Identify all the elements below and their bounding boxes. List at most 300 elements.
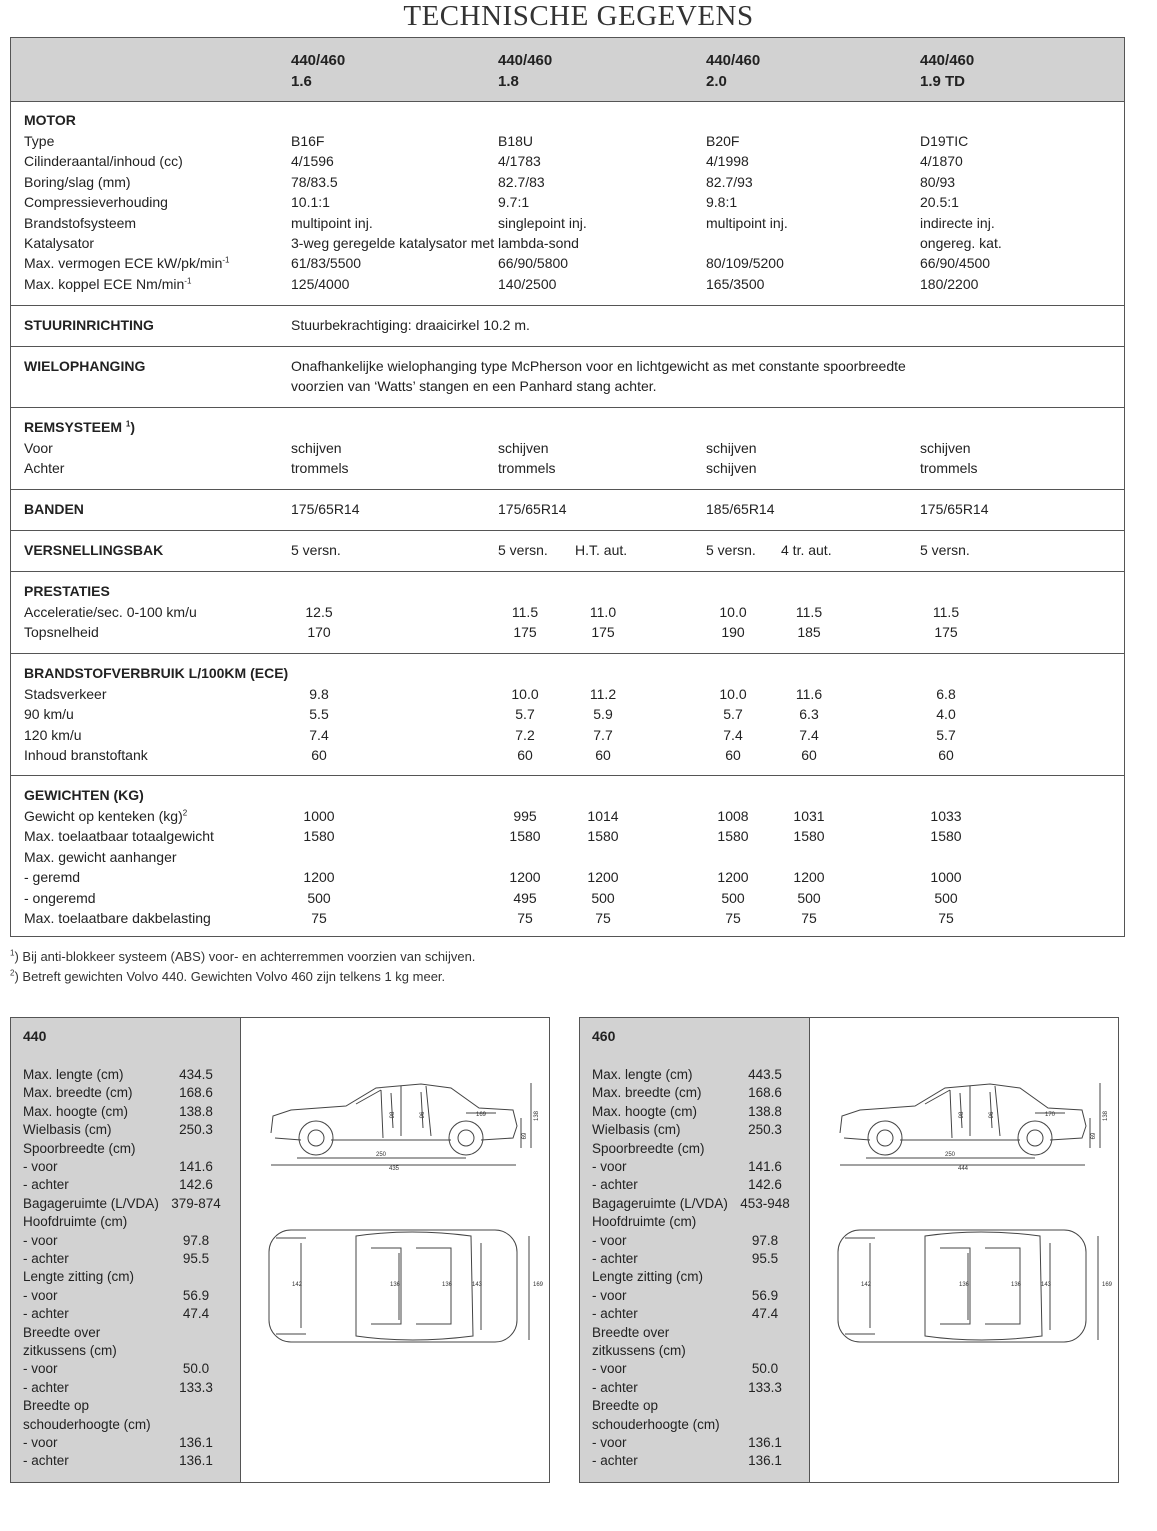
verbr-cell: 7.4 [723,726,743,743]
motor-row-label [24,151,183,171]
dim-label: Wielbasis (cm) [23,1122,112,1138]
bak-val-3: H.T. aut. [575,542,628,558]
gew-cell: 75 [595,910,611,926]
rem-cell: trommels [291,460,349,477]
model-col-3: 440/460 2.0 [706,52,761,90]
motor-cell: B18U [498,133,534,149]
verbr-cell: 60 [595,747,611,764]
bak-heading: VERSNELLINGSBAK [24,542,164,558]
dim-label: Spoorbreedte (cm) [23,1140,136,1156]
rem-row-label [24,458,64,478]
dim-width: 169 [532,1282,544,1288]
gew-cell: 1000 [930,869,962,886]
dim-value: 168.6 [179,1085,213,1101]
gew-cell: 495 [513,889,537,906]
banden-heading: BANDEN [24,501,84,517]
motor-label-sup: -1 [184,276,192,286]
prest-heading: PRESTATIES [24,583,110,599]
gew-cell: 1580 [717,828,749,845]
dim-label: - voor [592,1287,627,1303]
dim-label: Max. lengte (cm) [592,1067,693,1082]
stuur-heading: STUURINRICHTING [24,317,154,333]
page-title: TECHNISCHE GEGEVENS [403,0,754,32]
dim-value: 136.1 [179,1453,213,1469]
motor-cell: 125/4000 [291,275,350,292]
motor-cell: 80/109/5200 [706,255,784,272]
dim-value: 50.0 [182,1361,210,1377]
gew-label-sup: 2 [182,808,188,818]
prest-cell: 175 [934,624,958,641]
dim-label: Bagageruimte (L/VDA) [23,1195,159,1211]
dim-track-rear: 143 [1040,1282,1052,1288]
verbr-cell: 9.8 [309,686,329,702]
rem-heading: REMSYSTEEM $^1$) [24,419,136,435]
gew-label-text: Max. toelaatbare dakbelasting [24,910,211,926]
dim-value: 434.5 [179,1067,213,1082]
motor-cell: indirecte inj. [920,214,995,231]
verbr-row-label [24,725,82,745]
dim-value: 142.6 [748,1177,782,1193]
bak-val-6: 5 versn. [920,542,970,558]
verbr-cell: 60 [725,747,741,764]
rem-label-text: Voor [24,440,53,456]
gew-label-text: Max. toelaatbaar totaalgewicht [24,828,214,845]
banden-val-1: 175/65R14 [291,501,360,517]
gew-cell: 1580 [930,828,962,845]
motor-label-sup: -1 [222,255,230,265]
gew-cell: 1008 [717,808,749,824]
banden-val-3: 185/65R14 [706,501,775,517]
section-prestaties [11,572,1124,654]
rem-label-text: Achter [24,460,65,477]
dim-sill: 69 [1091,1132,1097,1140]
dimensions-panel-440 [10,1017,550,1483]
motor-label-text: Katalysator [24,235,95,251]
dimensions-list [580,1018,810,1482]
gew-row-label [24,826,214,846]
wiel-text-2: voorzien van ‘Watts’ stangen en een Panhard stang achter. [291,378,657,394]
dim-value: 250.3 [179,1122,213,1138]
dim-label: Max. hoogte (cm) [592,1103,698,1119]
banden-val-2: 175/65R14 [498,501,567,517]
section-gewichten [11,776,1124,936]
footnote-2: $^2$) Betreft gewichten Volvo 440. Gewichten Volvo 460 zijn telkens 1 kg meer. [10,968,446,984]
verbr-heading: BRANDSTOFVERBRUIK L/100KM (ECE) [24,665,289,681]
wiel-heading: WIELOPHANGING [24,358,146,374]
dim-seat-rear: 136 [441,1282,453,1288]
verbr-label-text: 120 km/u [24,726,82,743]
motor-cell: multipoint inj. [291,214,373,231]
dim-label: - voor [23,1159,58,1174]
gew-cell: 1200 [303,869,335,886]
dim-value: 443.5 [748,1067,782,1082]
prest-row-label [24,622,99,642]
dim-label: Wielbasis (cm) [592,1122,681,1138]
dim-label: schouderhoogte (cm) [592,1416,720,1432]
prest-cell: 12.5 [305,604,333,620]
car-rear-wheel [449,1121,483,1155]
gew-cell: 1031 [793,808,825,824]
dim-value: 97.8 [751,1232,779,1248]
dim-seat-rear: 136 [1010,1282,1022,1288]
motor-cell: 80/93 [920,173,956,190]
verbr-cell: 7.2 [515,726,535,743]
model-col-1: 440/460 1.6 [291,52,346,90]
motor-row-label [24,213,136,233]
verbr-row-label [24,745,148,765]
prest-label-text: Topsnelheid [24,624,99,641]
verbr-cell: 10.0 [511,686,539,702]
gew-row-label [24,867,80,887]
motor-cell: 9.8:1 [706,194,738,211]
dim-label: Max. breedte (cm) [592,1085,702,1101]
prest-label-text: Acceleratie/sec. 0-100 km/u [24,604,197,620]
prest-cell: 11.5 [932,604,960,620]
verbr-row-label [24,704,74,724]
rem-cell: trommels [920,460,978,477]
dim-label: - achter [592,1177,638,1193]
dim-label: - voor [592,1361,627,1377]
dim-height: 138 [534,1110,540,1122]
dim-width: 169 [1101,1282,1113,1288]
verbr-cell: 7.7 [593,726,613,743]
dim-label: Max. lengte (cm) [23,1067,124,1082]
dim-label: - voor [23,1435,58,1450]
dim-height: 138 [1103,1110,1109,1122]
dim-headroom-front: 98 [959,1111,965,1119]
gew-cell: 75 [311,910,327,926]
section-wiel [11,347,1124,408]
dim-label: - achter [23,1251,69,1266]
motor-row-label [24,274,191,294]
prest-cell: 11.0 [589,604,617,620]
dim-length: 435 [388,1166,400,1172]
section-motor [11,101,1124,306]
motor-cell: singlepoint inj. [498,214,587,231]
dim-value: 142.6 [179,1177,213,1193]
dim-value: 136.1 [179,1435,213,1450]
car-front-hub [877,1130,893,1146]
motor-label-text: Brandstofsysteem [24,214,137,231]
motor-cell: 180/2200 [920,275,979,292]
dim-track-rear: 143 [471,1282,483,1288]
verbr-cell: 60 [938,747,954,764]
dim-value: 133.3 [748,1379,782,1395]
dim-value: 50.0 [751,1361,779,1377]
dim-value: 136.1 [748,1453,782,1469]
verbr-label-text: 90 km/u [24,706,74,723]
gew-cell: 500 [591,889,615,906]
verbr-cell: 5.9 [593,706,613,723]
dim-label: Breedte over [23,1324,101,1340]
motor-cell: multipoint inj. [706,214,788,231]
verbr-cell: 7.4 [309,726,329,743]
car-front-wheel [868,1121,902,1155]
verbr-cell: 11.6 [795,686,823,702]
dim-label: Max. breedte (cm) [23,1085,133,1101]
dim-value: 95.5 [182,1251,210,1266]
motor-row-label [24,253,230,273]
motor-cell: 4/1783 [498,153,541,170]
section-banden [11,490,1124,531]
prest-cell: 11.5 [511,604,539,620]
motor-label-text: Max. koppel ECE Nm/min [24,275,185,292]
dim-value: 141.6 [179,1159,213,1174]
dim-wheelbase: 250 [944,1152,956,1158]
motor-cell: 82.7/93 [706,173,753,190]
motor-label-text: Type [24,133,55,149]
section-stuur [11,306,1124,347]
motor-row-label [24,233,94,253]
dim-label: - achter [592,1306,638,1322]
dim-headroom-front: 98 [390,1111,396,1119]
dim-label: Breedte op [592,1398,659,1414]
rem-cell: schijven [706,460,757,477]
rem-cell: schijven [706,440,757,456]
car-drawing [820,1058,1113,1448]
dim-value: 56.9 [182,1287,210,1303]
motor-label-text: Cilinderaantal/inhoud (cc) [24,153,183,170]
rem-cell: schijven [291,440,342,456]
rem-cell: schijven [498,440,549,456]
dim-label: - achter [592,1453,638,1469]
gew-cell: 500 [797,889,821,906]
gew-cell: 500 [934,889,958,906]
gew-cell: 1000 [303,808,335,824]
gew-cell: 1200 [717,869,749,886]
dim-label: schouderhoogte (cm) [23,1416,151,1432]
model-col-2: 440/460 1.8 [498,52,553,90]
prest-cell: 175 [513,624,537,641]
dim-label: Spoorbreedte (cm) [592,1140,705,1156]
dim-length: 444 [957,1166,969,1172]
dim-label: - voor [592,1435,627,1450]
dim-label: - achter [23,1453,69,1469]
motor-cell: 9.7:1 [498,194,530,211]
dim-label: Breedte over [592,1324,670,1340]
car-front-wheel [299,1121,333,1155]
verbr-cell: 11.2 [589,686,617,702]
gew-label-text: Max. gewicht aanhanger [24,848,177,865]
motor-cell: 78/83.5 [291,173,338,190]
gew-cell: 995 [513,808,537,824]
model-header [11,38,1124,102]
bak-val-5: 4 tr. aut. [781,542,832,558]
motor-cell: 4/1596 [291,153,334,170]
motor-label-text: Compressieverhouding [24,194,168,211]
dim-label: - achter [592,1379,638,1395]
verbr-cell: 6.3 [799,706,819,723]
verbr-label-text: Stadsverkeer [24,686,107,702]
dim-label: - voor [23,1232,58,1248]
motor-cell: 20.5:1 [920,194,959,211]
dim-sill: 69 [522,1132,528,1140]
motor-cell: 4/1998 [706,153,749,170]
motor-cell: 3-weg geregelde katalysator met lambda-sond [291,235,579,251]
dim-value: 138.8 [748,1103,782,1119]
motor-cell: 165/3500 [706,275,765,292]
bak-val-1: 5 versn. [291,542,341,558]
gew-cell: 1200 [509,869,541,886]
car-top-seats [845,1238,1020,1334]
verbr-row-label [24,684,106,704]
dim-value: 47.4 [751,1306,779,1322]
dim-label: - voor [592,1159,627,1174]
verbr-cell: 4.0 [936,706,956,723]
dim-label: - voor [23,1287,58,1303]
gew-row-label [24,908,211,928]
dim-value: 168.6 [748,1085,782,1101]
motor-cell: 140/2500 [498,275,557,292]
dim-value: 136.1 [748,1435,782,1450]
motor-cell: 61/83/5500 [291,255,362,272]
dim-seat-front: 136 [958,1282,970,1288]
verbr-cell: 5.7 [723,706,743,723]
gew-label-text: - ongeremd [24,889,96,906]
stuur-text: Stuurbekrachtiging: draaicirkel 10.2 m. [291,317,530,333]
dim-track-front: 142 [291,1282,303,1288]
dimensions-model: 460 [592,1028,616,1044]
motor-cell: B20F [706,133,740,149]
verbr-cell: 60 [801,747,817,764]
gew-cell: 1014 [587,808,619,824]
dim-label: - voor [23,1361,58,1377]
section-bak [11,531,1124,572]
dim-label: - voor [592,1232,627,1248]
footnotes [10,947,475,987]
motor-row-label [24,192,168,212]
dim-label: zitkussens (cm) [592,1343,686,1358]
dim-value: 133.3 [179,1379,213,1395]
dim-seat-front: 136 [389,1282,401,1288]
dim-headroom-rear: 96 [989,1111,995,1119]
gew-heading: GEWICHTEN (KG) [24,787,144,803]
model-col-4: 440/460 1.9 TD [920,52,975,90]
dim-wheelbase: 250 [375,1152,387,1158]
dim-track-front: 142 [860,1282,872,1288]
gew-cell: 500 [721,889,745,906]
dimensions-list [11,1018,241,1482]
dim-label: Breedte op [23,1398,90,1414]
motor-cell: D19TIC [920,133,969,149]
prest-cell: 190 [721,624,745,641]
bak-val-4: 5 versn. [706,542,756,558]
dim-value: 97.8 [182,1232,210,1248]
gew-cell: 1580 [303,828,335,845]
motor-cell: 10.1:1 [291,194,330,211]
footnote-1: $^1$) Bij anti-blokkeer systeem (ABS) voor- en achterremmen voorzien van schijven. [10,948,476,964]
dim-value: 47.4 [182,1306,210,1322]
verbr-cell: 5.5 [309,706,329,723]
verbr-cell: 7.4 [799,726,819,743]
gew-cell: 500 [307,889,331,906]
gew-cell: 1200 [587,869,619,886]
motor-row-label [24,172,131,192]
car-drawing [251,1058,544,1448]
dim-value: 138.8 [179,1103,213,1119]
verbr-cell: 6.8 [936,686,956,702]
car-length-lines [271,1158,516,1165]
gew-cell: 75 [517,910,533,926]
gew-row-label [24,847,177,867]
dimensions-model: 440 [23,1028,47,1044]
dim-label: Hoofdruimte (cm) [23,1214,128,1230]
car-rear-hub [1027,1130,1043,1146]
gew-label-text: Gewicht op kenteken (kg) [24,808,183,824]
gew-label-text: - geremd [24,869,81,886]
dim-label: Max. hoogte (cm) [23,1103,129,1119]
verbr-cell: 5.7 [515,706,535,723]
gew-cell: 1580 [587,828,619,845]
car-front-hub [308,1130,324,1146]
bak-val-2: 5 versn. [498,542,548,558]
motor-cell: B16F [291,133,325,149]
car-length-lines [840,1158,1085,1165]
spec-table [10,37,1125,937]
gew-cell: 75 [938,910,954,926]
motor-cell: 82.7/83 [498,173,545,190]
prest-row-label [24,602,197,622]
dim-label: Lengte zitting (cm) [592,1269,704,1285]
car-rear-hub [458,1130,474,1146]
dim-rear-overhang: 169 [475,1112,487,1118]
dim-headroom-rear: 96 [420,1111,426,1119]
motor-cell: ongereg. kat. [920,235,1002,251]
verbr-cell: 60 [517,747,533,764]
dim-label: Hoofdruimte (cm) [592,1214,697,1230]
car-top-dimension-lines [870,1236,1098,1340]
dim-label: Lengte zitting (cm) [23,1269,135,1285]
gew-cell: 1033 [930,808,962,824]
verbr-cell: 10.0 [719,686,747,702]
dim-label: - achter [592,1251,638,1266]
section-verbruik [11,654,1124,776]
car-top-seats [276,1238,451,1334]
dim-value: 141.6 [748,1159,782,1174]
gew-cell: 75 [801,910,817,926]
dim-value: 453-948 [740,1195,790,1211]
prest-cell: 11.5 [795,604,823,620]
dim-value: 379-874 [171,1195,221,1211]
rem-cell: schijven [920,440,971,456]
gew-cell: 1580 [509,828,541,845]
gew-cell: 75 [725,910,741,926]
dim-value: 56.9 [751,1287,779,1303]
car-top-dimension-lines [301,1236,529,1340]
rem-row-label [24,438,53,458]
dim-value: 250.3 [748,1122,782,1138]
motor-cell: 66/90/5800 [498,255,569,272]
motor-cell: 4/1870 [920,153,963,170]
rem-cell: trommels [498,460,556,477]
banden-val-4: 175/65R14 [920,501,989,517]
section-rem [11,408,1124,490]
dim-label: - achter [23,1306,69,1322]
dim-label: Bagageruimte (L/VDA) [592,1195,728,1211]
motor-label-text: Max. vermogen ECE kW/pk/min [24,255,223,272]
dim-label: - achter [23,1379,69,1395]
gew-row-label [24,888,96,908]
motor-row-label [24,131,54,151]
dim-label: zitkussens (cm) [23,1343,117,1358]
prest-cell: 175 [591,624,615,641]
prest-cell: 10.0 [719,604,747,620]
verbr-cell: 5.7 [936,726,956,743]
gew-cell: 1580 [793,828,825,845]
car-rear-wheel [1018,1121,1052,1155]
dim-label: - achter [23,1177,69,1193]
dimensions-panel-460 [579,1017,1119,1483]
